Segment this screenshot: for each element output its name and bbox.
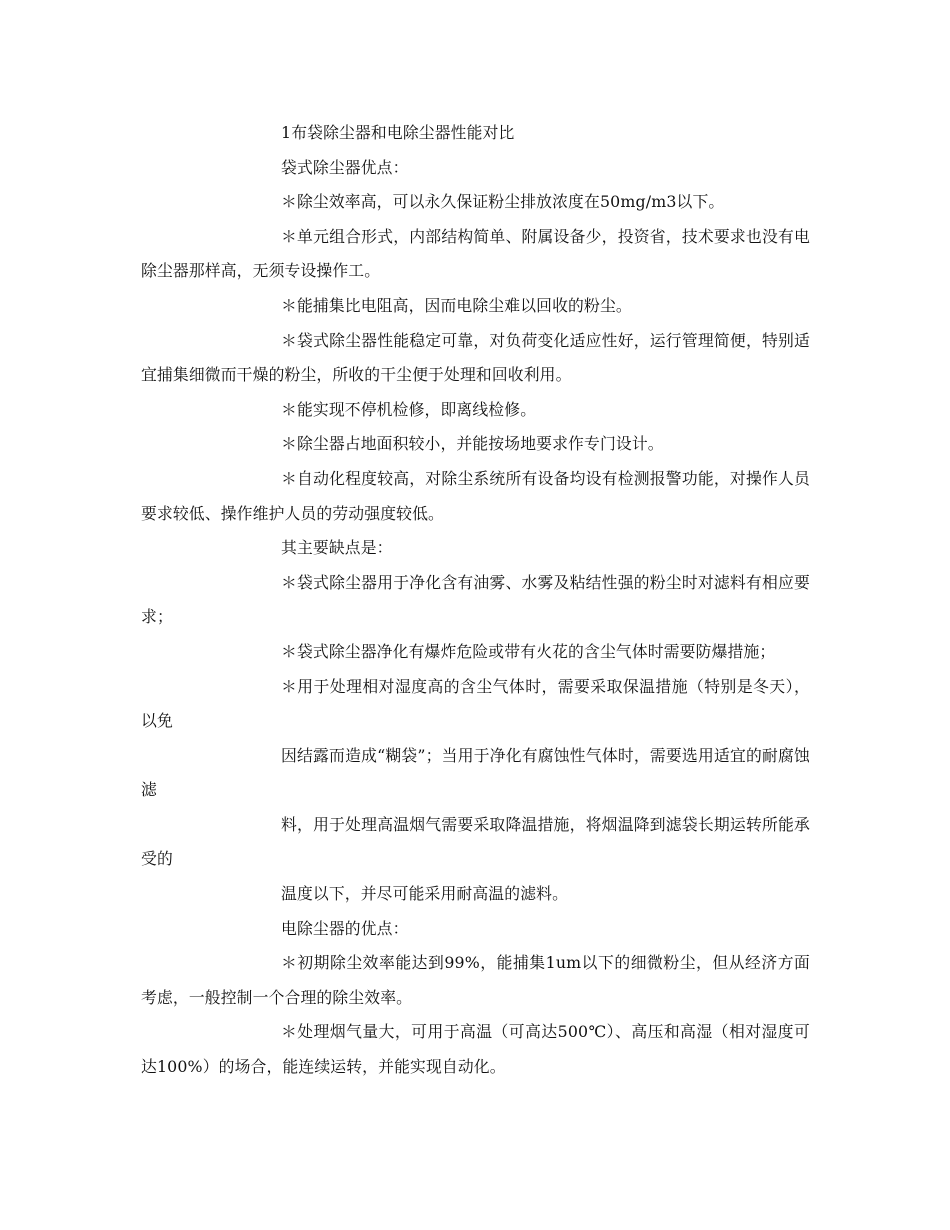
- paragraph: ＊除尘效率高，可以永久保证粉尘排放浓度在50mg/m3以下。: [281, 192, 725, 212]
- paragraph: ＊袋式除尘器用于净化含有油雾、水雾及粘结性强的粉尘时对滤料有相应要求；: [141, 572, 810, 627]
- paragraph: ＊能实现不停机检修，即离线检修。: [281, 399, 537, 419]
- paragraph: ＊袋式除尘器性能稳定可靠，对负荷变化适应性好，运行管理简便，特别适宜捕集细微而干燥的粉尘，所收的干尘便于处理和回收利用。: [141, 330, 810, 385]
- subheading-esp-advantages: 电除尘器的优点：: [281, 918, 409, 938]
- paragraph: 温度以下，并尽可能采用耐高温的滤料。: [281, 884, 569, 904]
- paragraph: ＊能捕集比电阻高，因而电除尘难以回收的粉尘。: [281, 295, 632, 315]
- paragraph: ＊用于处理相对湿度高的含尘气体时，需要采取保温措施（特别是冬天），以免: [141, 676, 810, 731]
- paragraph: 因结露而造成“糊袋”；当用于净化有腐蚀性气体时，需要选用适宜的耐腐蚀滤: [141, 745, 810, 800]
- paragraph: ＊袋式除尘器净化有爆炸危险或带有火花的含尘气体时需要防爆措施；: [281, 641, 776, 661]
- paragraph: 料，用于处理高温烟气需要采取降温措施，将烟温降到滤袋长期运转所能承受的: [141, 814, 810, 869]
- paragraph: ＊单元组合形式，内部结构简单、附属设备少，投资省，技术要求也没有电除尘器那样高，无须专设操作工。: [141, 226, 810, 281]
- paragraph: ＊自动化程度较高，对除尘系统所有设备均设有检测报警功能，对操作人员要求较低、操作维护人员的劳动强度较低。: [141, 468, 810, 523]
- document-body: [141, 116, 810, 1085]
- subheading-disadvantages: 其主要缺点是：: [281, 538, 393, 558]
- paragraph: ＊初期除尘效率能达到99%，能捕集1um以下的细微粉尘，但从经济方面考虑，一般控制一个合理的除尘效率。: [141, 953, 810, 1007]
- section-heading: 1布袋除尘器和电除尘器性能对比: [281, 123, 515, 142]
- paragraph: ＊除尘器占地面积较小，并能按场地要求作专门设计。: [281, 434, 664, 454]
- subheading-bag-filter-advantages: 袋式除尘器优点：: [281, 157, 409, 177]
- paragraph: ＊处理烟气量大，可用于高温（可高达500℃）、高压和高湿（相对湿度可达100%）的场合，能连续运转，并能实现自动化。: [141, 1022, 810, 1077]
